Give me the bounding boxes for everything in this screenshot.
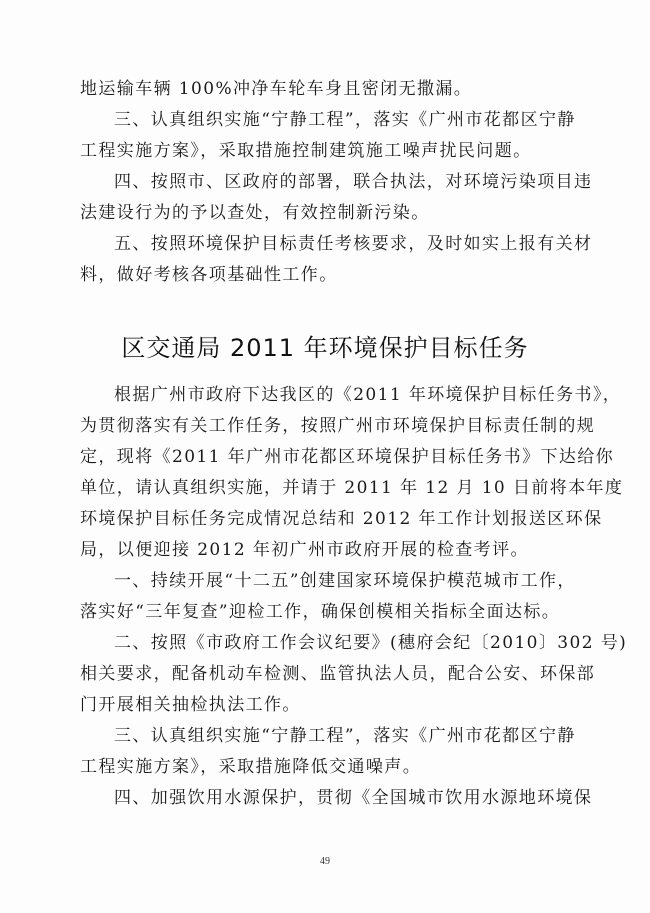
text-line: 环境保护目标任务完成情况总结和 2012 年工作计划报送区环保 <box>80 509 603 529</box>
text-line: 四、按照市、区政府的部署，联合执法，对环境污染项目违 <box>114 172 593 192</box>
text-line: 定，现将《2011 年广州市花都区环境保护目标任务书》下达给你 <box>80 447 615 467</box>
text-line: 工程实施方案》，采取措施降低交通噪声。 <box>80 757 422 777</box>
text-line: 根据广州市政府下达我区的《2011 年环境保护目标任务书》， <box>114 385 622 405</box>
text-line: 门开展相关抽检执法工作。 <box>80 695 301 715</box>
text-line: 一、持续开展“十二五”创建国家环境保护模范城市工作， <box>114 571 576 591</box>
text-line: 三、认真组织实施“宁静工程”，落实《广州市花都区宁静 <box>114 726 576 746</box>
text-line: 工程实施方案》，采取措施控制建筑施工噪声扰民问题。 <box>80 141 532 161</box>
text-line: 地运输车辆 100%冲净车轮车身且密闭无撒漏。 <box>80 79 473 99</box>
text-line: 落实好“三年复查”迎检工作，确保创模相关指标全面达标。 <box>80 602 561 622</box>
text-line: 料，做好考核各项基础性工作。 <box>80 265 338 285</box>
text-line: 单位，请认真组织实施，并请于 2011 年 12 月 10 日前将本年度 <box>80 478 624 498</box>
text-line: 局，以便迎接 2012 年初广州市政府开展的检查考评。 <box>80 540 529 560</box>
text-line: 三、认真组织实施“宁静工程”，落实《广州市花都区宁静 <box>114 110 576 130</box>
text-line: 相关要求，配备机动车检测、监管执法人员，配合公安、环保部 <box>80 664 596 684</box>
section-title: 区交通局 2011 年环境保护目标任务 <box>121 334 529 362</box>
text-line: 法建设行为的予以查处，有效控制新污染。 <box>80 203 430 223</box>
text-line: 二、按照《市政府工作会议纪要》(穗府会纪〔2010〕302 号) <box>114 633 628 653</box>
text-line: 为贯彻落实有关工作任务，按照广州市环境保护目标责任制的规 <box>80 416 596 436</box>
text-line: 四、加强饮用水源保护，贯彻《全国城市饮用水源地环境保 <box>114 788 593 808</box>
text-line: 五、按照环境保护目标责任考核要求，及时如实上报有关材 <box>114 234 593 254</box>
page-number: 49 <box>320 856 330 867</box>
